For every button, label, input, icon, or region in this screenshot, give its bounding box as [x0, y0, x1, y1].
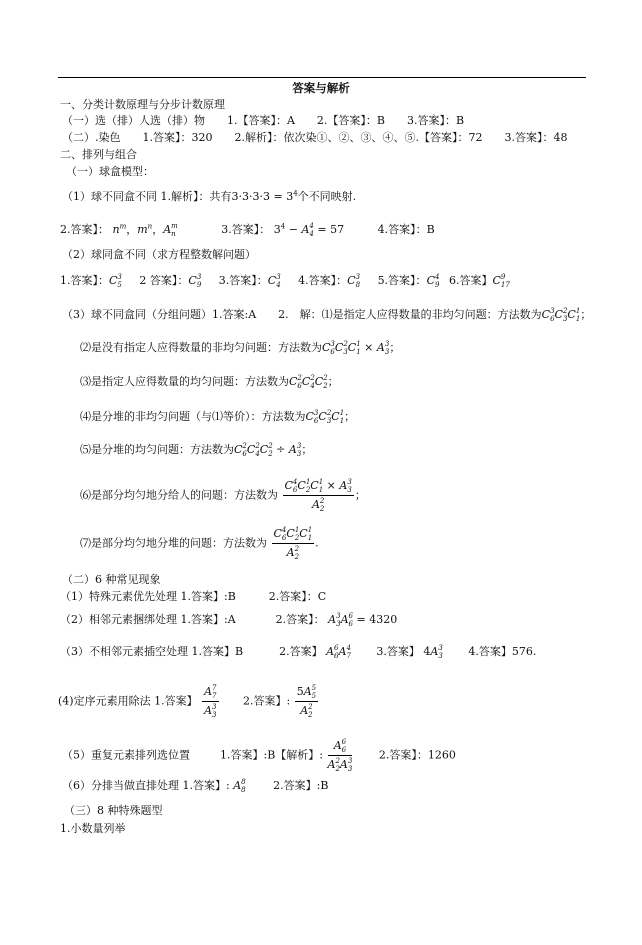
subsection-6-phenomena: （二）6 种常见现象 [62, 573, 161, 586]
answer-line-c5: （5）重复元素排列选位置 1.答案】:B【解析】: A 6 6 A 2 2 A 3 3 2.答案】：1260 [62, 738, 456, 773]
subsection-ball-box: （一）球盒模型： [66, 165, 154, 178]
answer-line-b10: ⑹是部分均匀地分给人的问题：方法数为 C 4 6 C 1 2 C 1 1 × A 3 3 A 2 2 ； [80, 478, 366, 513]
subsection-8-special: （三）8 种特殊题型 [64, 804, 163, 817]
answer-line-b6: ⑵是没有指定人应得数量的非均匀问题：方法数为C 3 6 C 2 3 C 1 1 × A 3 3 ； [80, 340, 401, 356]
answer-line-1b: （二）.染色 1.答案】：320 2.解析】：依次染①、②、③、④、⑤.【答案】：72 3.答案】：48 [62, 131, 568, 144]
answer-line-1a: （一）选（排）人选（排）物 1.【答案】：A 2.【答案】：B 3.答案】：B [62, 114, 465, 127]
answer-line-b4: 1.答案】：C 3 5 2 答案】：C 3 9 3.答案】：C 3 4 4.答案】：C 3 8 5.答案】：C 4 9 6.答案】C 9 17 [60, 273, 510, 289]
answer-line-c3: （3）不相邻元素插空处理 1.答案】B 2.答案】 A 6 6 A 4 7 3.答案】 4A 3 3 4.答案】576. [60, 644, 537, 660]
answer-line-b8: ⑷是分堆的非均匀问题（与⑴等价）：方法数为C 3 6 C 2 3 C 1 1 ； [80, 409, 356, 425]
answer-line-b1: （1）球不同盒不同 1.解析】：共有$3\cdot 3\cdot 3\cdot 3 = 3^4$个不同映射. [62, 189, 357, 203]
section-2-heading: 二、排列与组合 [60, 148, 137, 161]
answer-line-b9: ⑸是分堆的均匀问题：方法数为C 2 6 C 2 4 C 2 2 ÷ A 3 3 ； [80, 442, 313, 458]
answer-line-c1: （1）特殊元素优先处理 1.答案】:B 2.答案】：C [60, 590, 327, 603]
answer-line-b2: 2.答案】： $n^m$，$m^n$，A m n 3.答案】： $3^4 - A$ 4 4 = 57 4.答案】：B [60, 222, 435, 238]
answer-line-b3: （2）球同盒不同（求方程整数解问题） [62, 248, 256, 261]
section-1-heading: 一、分类计数原理与分步计数原理 [60, 98, 225, 111]
answer-line-b11: ⑺是部分均匀地分堆的问题：方法数为 C 4 6 C 1 2 C 1 1 A 2 2 . [80, 526, 319, 561]
answer-line-b7: ⑶是指定人应得数量的均匀问题：方法数为C 2 6 C 2 4 C 2 2 ； [80, 374, 339, 390]
answer-line-d1: 1.小数量列举 [60, 822, 126, 835]
page-title: 答案与解析 [292, 81, 350, 95]
answer-line-b5: （3）球不同盒同（分组问题）1.答案:A 2. 解：⑴是指定人应得数量的非均匀问题：方法数为C 3 6 C 2 3 C 1 1 ； [62, 307, 592, 323]
answer-line-c4: (4)定序元素用除法 1.答案】 A 7 7 A 3 3 2.答案】: 5A 5 5 A 2 2 [58, 684, 317, 719]
answer-line-c6: （6）分排当做直排处理 1.答案】: A 8 8 2.答案】:B [62, 778, 329, 794]
top-rule [58, 77, 586, 78]
answer-line-c2: （2）相邻元素捆绑处理 1.答案】:A 2.答案】： A 3 3 A 6 6 = 4320 [60, 612, 398, 628]
